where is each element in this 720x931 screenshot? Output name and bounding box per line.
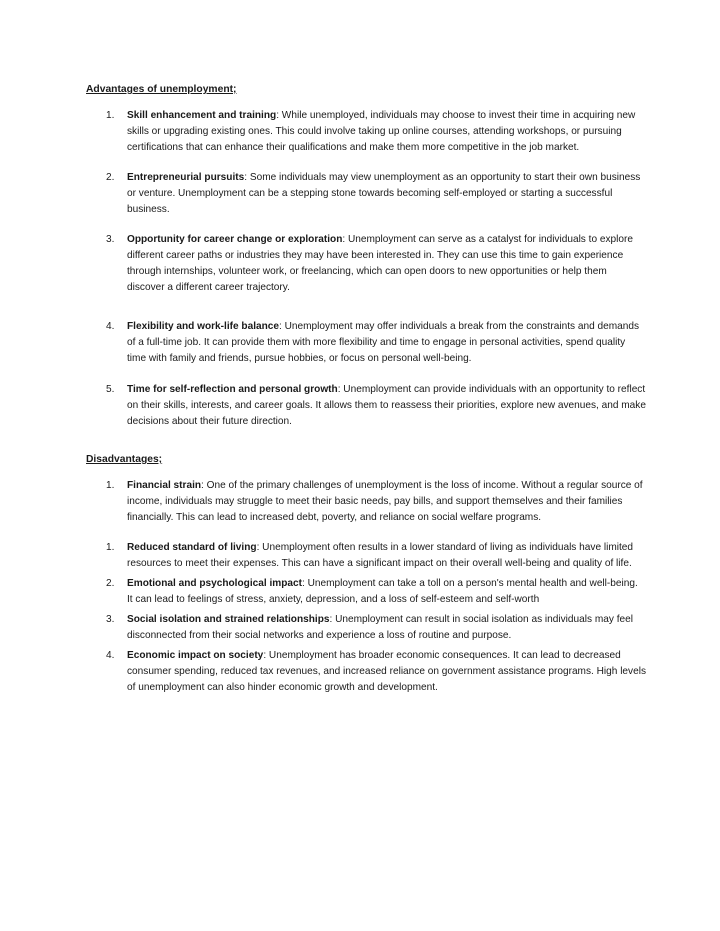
disadvantages-list: [86, 478, 646, 696]
list-item: [86, 382, 646, 430]
item-body: [127, 648, 646, 696]
disadvantages-heading: Disadvantages;: [86, 454, 163, 465]
item-number: 3.: [106, 234, 115, 245]
item-number: 1.: [106, 110, 115, 121]
item-body: [127, 478, 646, 526]
item-text: : While unemployed, individuals may choose to invest their time in acquiring new skills or upgrading existing ones. This could involve taking up online courses, attending workshops, or pursuing certifications that can enhance their qualifications and make them more competitive in the job market.: [127, 110, 636, 153]
list-item: [86, 170, 646, 218]
item-body: [127, 540, 646, 572]
item-number: 1.: [106, 480, 115, 491]
item-term: Financial strain: [127, 480, 202, 491]
item-term: Emotional and psychological impact: [127, 578, 302, 589]
item-text: : Unemployment may offer individuals a break from the constraints and demands of a full-time job. It can provide them with more flexibility and time to engage in personal activities, spend quality time with family and friends, pursue hobbies, or focus on personal well-being.: [127, 321, 640, 364]
item-body: [127, 576, 646, 608]
item-term: Opportunity for career change or exploration: [127, 234, 343, 245]
list-item: [86, 108, 646, 156]
item-term: Skill enhancement and training: [127, 110, 277, 121]
list-item: [86, 540, 646, 572]
item-text: : Unemployment can serve as a catalyst for individuals to explore different career paths or industries they may have been interested in. They can use this time to gain experience through internships, volunteer work, or freelancing, which can open doors to new opportunities or help them discover a different career trajectory.: [127, 234, 633, 293]
item-number: 2.: [106, 578, 115, 589]
item-number: 3.: [106, 614, 115, 625]
list-item: [86, 576, 646, 608]
advantages-heading: Advantages of unemployment;: [86, 84, 237, 95]
item-text: : Some individuals may view unemployment as an opportunity to start their own business or venture. Unemployment can be a stepping stone towards becoming self-employed or starting a successful business.: [127, 172, 641, 215]
list-item: [86, 478, 646, 526]
item-body: [127, 170, 646, 218]
item-body: [127, 319, 646, 367]
item-term: Reduced standard of living: [127, 542, 257, 553]
list-item: [86, 232, 646, 296]
item-term: Flexibility and work-life balance: [127, 321, 280, 332]
document-content: [86, 82, 646, 696]
item-term: Entrepreneurial pursuits: [127, 172, 245, 183]
item-text: : Unemployment can provide individuals with an opportunity to reflect on their skills, interests, and career goals. It allows them to reassess their priorities, explore new avenues, and make decisions about their future direction.: [127, 384, 646, 427]
item-number: 5.: [106, 384, 115, 395]
item-text: : Unemployment can result in social isolation as individuals may feel disconnected from their social networks and experience a loss of routine and purpose.: [127, 614, 634, 641]
advantages-list: [86, 108, 646, 430]
item-text: : Unemployment has broader economic consequences. It can lead to decreased consumer spending, reduced tax revenues, and increased reliance on government assistance programs. High levels of unemployment can also hinder economic growth and development.: [127, 650, 646, 693]
item-text: : Unemployment often results in a lower standard of living as individuals have limited resources to meet their expenses. This can have a significant impact on their overall well-being and quality of life.: [127, 542, 634, 569]
item-number: 2.: [106, 172, 115, 183]
list-item: [86, 648, 646, 696]
item-text: : Unemployment can take a toll on a person's mental health and well-being. It can lead to feelings of stress, anxiety, depression, and a loss of self-esteem and self-worth: [127, 578, 638, 605]
item-body: [127, 612, 646, 644]
list-item: [86, 319, 646, 367]
item-term: Economic impact on society: [127, 650, 264, 661]
item-body: [127, 108, 646, 156]
item-number: 4.: [106, 321, 115, 332]
item-term: Time for self-reflection and personal growth: [127, 384, 338, 395]
item-term: Social isolation and strained relationships: [127, 614, 330, 625]
item-body: [127, 232, 646, 296]
item-text: : One of the primary challenges of unemployment is the loss of income. Without a regular source of income, individuals may struggle to meet their basic needs, pay bills, and support themselves and their families financially. This can lead to increased debt, poverty, and reliance on social welfare programs.: [127, 480, 643, 523]
list-item: [86, 612, 646, 644]
item-number: 4.: [106, 650, 115, 661]
item-body: [127, 382, 646, 430]
item-number: 1.: [106, 542, 115, 553]
